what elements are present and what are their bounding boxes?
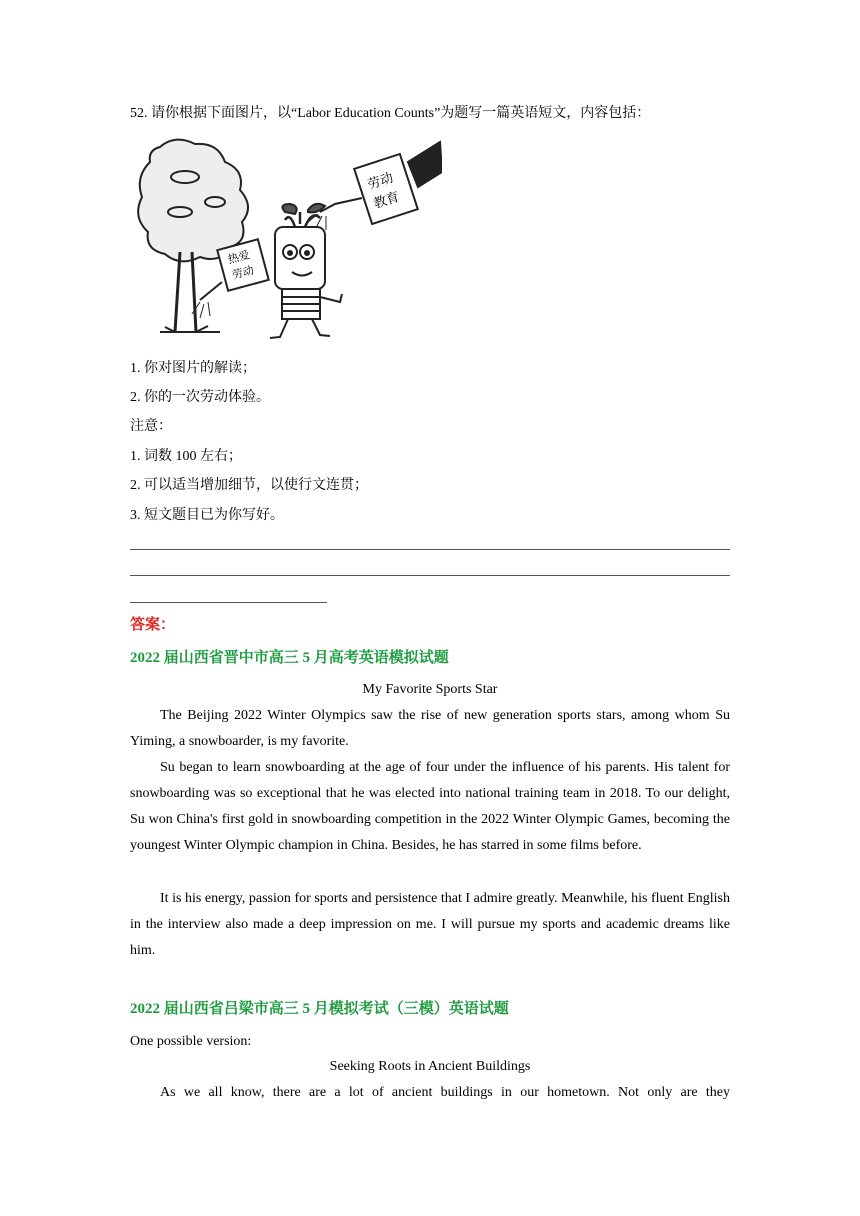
section2-intro: One possible version: — [130, 1034, 252, 1049]
section1-title: My Favorite Sports Star — [362, 682, 498, 697]
notice-3: 3. 短文题目已为你写好。 — [130, 508, 284, 523]
answer-blank-line-2 — [130, 575, 730, 576]
notice-title: 注意： — [130, 419, 172, 434]
child-figure — [270, 204, 342, 338]
can-label-line2: 劳动 — [230, 263, 256, 282]
section1-paragraph-1: The Beijing 2022 Winter Olympics saw the rise of new generation sports stars, among whom Su Yiming, a snowboarder, is my favorite. — [130, 708, 730, 749]
answer-blank-line-1 — [130, 549, 730, 550]
question-prompt: 52. 请你根据下面图片，以“Labor Education Counts”为题写一篇英语短文，内容包括： — [130, 106, 651, 121]
answer-blank-line-3 — [130, 602, 327, 603]
answer-label: 答案： — [130, 617, 176, 633]
tree-icon — [138, 140, 248, 332]
notice-1: 1. 词数 100 左右； — [130, 449, 242, 464]
section1-paragraph-2: Su began to learn snowboarding at the age of four under the influence of his parents. His talent for snowboarding was so exceptional that he was elected into national training team in 2018. To our delight, Su won China's first gold in snowboarding competition in the 2022 Winter Olympic Games, becoming the youngest Winter Olympic champion in China. Besides, he has starred in some films before. — [130, 760, 730, 853]
notice-2: 2. 可以适当增加细节，以使行文连贯； — [130, 478, 368, 493]
book-label-line1: 劳动 — [365, 170, 396, 193]
section2-paragraph-1: As we all know, there are a lot of ancient buildings in our hometown. Not only are they — [160, 1085, 730, 1100]
book-label-line2: 教育 — [372, 189, 402, 213]
requirement-1: 1. 你对图片的解读； — [130, 361, 256, 376]
section2-heading: 2022 届山西省吕梁市高三 5 月模拟考试（三模）英语试题 — [130, 1001, 509, 1017]
section2-title: Seeking Roots in Ancient Buildings — [329, 1059, 531, 1074]
cartoon-illustration — [130, 132, 442, 344]
section1-heading: 2022 届山西省晋中市高三 5 月高考英语模拟试题 — [130, 650, 449, 666]
requirement-2: 2. 你的一次劳动体验。 — [130, 390, 270, 405]
section1-paragraph-3: It is his energy, passion for sports and persistence that I admire greatly. Meanwhile, his fluent English in the interview also made a deep impression on me. I will pursue my sports and academic dreams like him. — [130, 891, 730, 958]
can-label-line1: 热爱 — [226, 248, 252, 267]
